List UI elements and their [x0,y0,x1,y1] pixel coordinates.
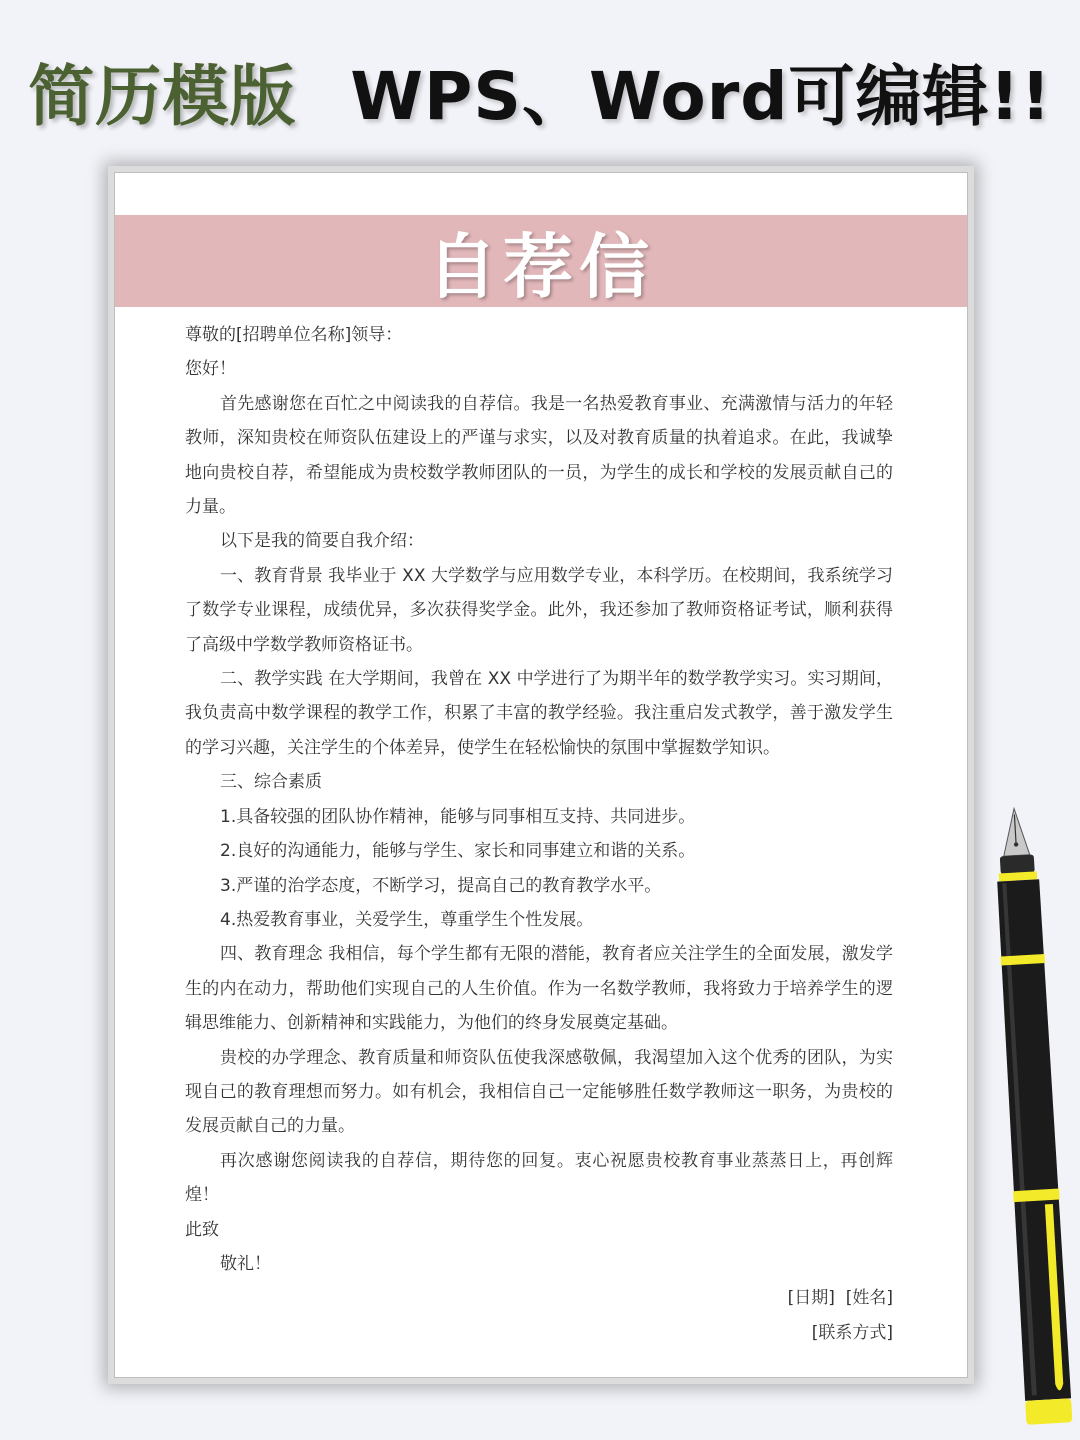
banner-right-title: WPS、Word可编辑!! [350,57,1052,135]
document-title: 自荐信 [427,225,655,308]
signature-date-name: [日期] [姓名] [787,1288,893,1309]
quality-item: 3.严谨的治学态度，不断学习，提高自己的教育教学水平。 [220,875,662,896]
quality-item: 4.热爱教育事业，关爱学生，尊重学生个性发展。 [220,909,594,930]
letter-body [185,318,893,1350]
fountain-pen-icon [985,800,1080,1440]
paragraph-education: 一、教育背景 我毕业于 XX 大学数学与应用数学专业，本科学历。在校期间，我系统学习了数学专业课程，成绩优异，多次获得奖学金。此外，我还参加了教师资格证考试，顺利获得了高级中学数学教师资格证书。 [185,565,893,655]
closing-line-2: 敬礼！ [220,1253,271,1274]
paragraph-intro: 首先感谢您在百忙之中阅读我的自荐信。我是一名热爱教育事业、充满激情与活力的年轻教师，深知贵校在师资队伍建设上的严谨与求实，以及对教育质量的执着追求。在此，我诚挚地向贵校自荐，希望能成为贵校数学教师团队的一员，为学生的成长和学校的发展贡献自己的力量。 [185,393,893,518]
letter-document [114,172,968,1378]
paragraph-practice: 二、教学实践 在大学期间，我曾在 XX 中学进行了为期半年的数学教学实习。实习期间，我负责高中数学课程的教学工作，积累了丰富的教学经验。我注重启发式教学，善于激发学生的学习兴趣，关注学生的个体差异，使学生在轻松愉快的氛围中掌握数学知识。 [185,669,893,758]
banner-left-title: 简历模版 [28,57,297,135]
quality-item: 1.具备较强的团队协作精神，能够与同事相互支持、共同进步。 [220,806,696,827]
paragraph-admiration: 贵校的办学理念、教育质量和师资队伍使我深感敬佩，我渴望加入这个优秀的团队，为实现自己的教育理想而努力。如有机会，我相信自己一定能够胜任数学教师这一职务，为贵校的发展贡献自己的力量。 [185,1047,893,1137]
greeting: 您好！ [185,359,236,380]
salutation: 尊敬的[招聘单位名称]领导： [185,325,403,345]
paragraph-philosophy: 四、教育理念 我相信，每个学生都有无限的潜能，教育者应关注学生的全面发展，激发学生的内在动力，帮助他们实现自己的人生价值。作为一名数学教师，我将致力于培养学生的逻辑思维能力、创新精神和实践能力，为他们的终身发展奠定基础。 [185,944,893,1034]
paragraph-lead: 以下是我的简要自我介绍： [220,531,424,552]
paragraph-thanks: 再次感谢您阅读我的自荐信，期待您的回复。衷心祝愿贵校教育事业蒸蒸日上，再创辉煌！ [185,1150,893,1206]
title-band [115,215,967,307]
quality-heading: 三、综合素质 [220,772,322,793]
closing-line-1: 此致 [185,1219,219,1240]
header-banner [0,40,1080,140]
signature-contact: [联系方式] [811,1322,893,1343]
quality-item: 2.良好的沟通能力，能够与学生、家长和同事建立和谐的关系。 [220,841,696,862]
